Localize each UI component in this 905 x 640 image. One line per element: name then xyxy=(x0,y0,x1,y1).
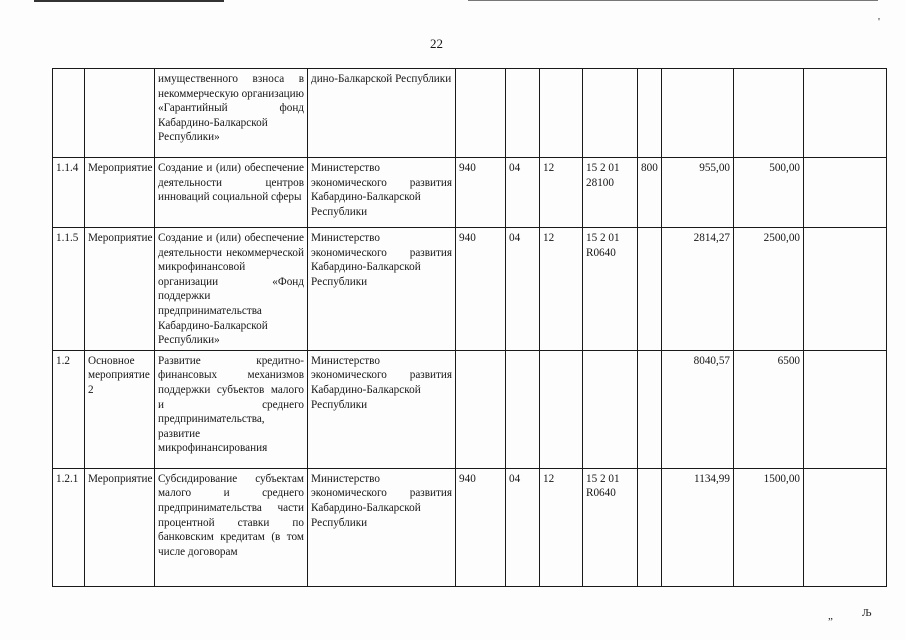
row-vr xyxy=(638,350,662,468)
row-rz: 04 xyxy=(506,468,540,586)
row-pr xyxy=(540,350,583,468)
row-id xyxy=(53,69,85,158)
row-rz xyxy=(506,69,540,158)
budget-table xyxy=(52,68,887,587)
row-description: имущественного взноса в некоммерческую организацию «Гарантийный фонд Кабардино-Балкарской Республики» xyxy=(155,69,308,158)
row-amount-2: 1500,00 xyxy=(734,468,804,586)
table-row xyxy=(53,228,887,351)
row-description: Создание и (или) обеспечение деятельности некоммерческой микрофинансовой организации «Фонд поддержки предпринимательства Кабардино-Балкарской Республики» xyxy=(155,228,308,351)
row-vr xyxy=(638,228,662,351)
row-description: Создание и (или) обеспечение деятельности центров инноваций социальной сферы xyxy=(155,158,308,228)
row-executor: дино-Балкарской Республики xyxy=(308,69,456,158)
row-extra xyxy=(804,350,887,468)
row-executor: Министерство экономического развития Кабардино-Балкарской Республики xyxy=(308,158,456,228)
scan-edge-line xyxy=(468,0,878,1)
row-extra xyxy=(804,69,887,158)
row-grbs: 940 xyxy=(456,158,506,228)
table-row xyxy=(53,350,887,468)
row-vr: 800 xyxy=(638,158,662,228)
row-amount-1: 8040,57 xyxy=(662,350,734,468)
row-id: 1.2 xyxy=(53,350,85,468)
table-row xyxy=(53,468,887,586)
row-type: Мероприятие xyxy=(85,468,155,586)
row-amount-1 xyxy=(662,69,734,158)
page-number: 22 xyxy=(430,36,443,51)
row-vr xyxy=(638,468,662,586)
row-id: 1.1.4 xyxy=(53,158,85,228)
row-description: Субсидирование субъектам малого и среднего предпринимательства части процентной ставки по банковским кредитам (в том числе договорам xyxy=(155,468,308,586)
table-row xyxy=(53,69,887,158)
row-type: Мероприятие xyxy=(85,228,155,351)
row-type: Основное мероприятие 2 xyxy=(85,350,155,468)
table-row xyxy=(53,158,887,228)
row-csr: 15 2 01 R0640 xyxy=(583,228,638,351)
row-csr: 15 2 01 28100 xyxy=(583,158,638,228)
row-pr: 12 xyxy=(540,468,583,586)
row-id: 1.2.1 xyxy=(53,468,85,586)
row-pr xyxy=(540,69,583,158)
row-rz xyxy=(506,350,540,468)
row-extra xyxy=(804,228,887,351)
row-executor: Министерство экономического развития Кабардино-Балкарской Республики xyxy=(308,350,456,468)
row-extra xyxy=(804,468,887,586)
row-pr: 12 xyxy=(540,228,583,351)
row-amount-1: 955,00 xyxy=(662,158,734,228)
row-amount-2 xyxy=(734,69,804,158)
row-type: Мероприятие xyxy=(85,158,155,228)
row-type xyxy=(85,69,155,158)
row-grbs xyxy=(456,350,506,468)
row-amount-2: 6500 xyxy=(734,350,804,468)
row-id: 1.1.5 xyxy=(53,228,85,351)
row-grbs: 940 xyxy=(456,228,506,351)
row-executor: Министерство экономического развития Кабардино-Балкарской Республики xyxy=(308,468,456,586)
row-csr: 15 2 01 R0640 xyxy=(583,468,638,586)
scan-mark: Љ xyxy=(862,607,872,619)
row-description: Развитие кредитно-финансовых механизмов поддержки субъектов малого и среднего предпринимательства, развитие микрофинансирования xyxy=(155,350,308,468)
row-extra xyxy=(804,158,887,228)
row-executor: Министерство экономического развития Кабардино-Балкарской Республики xyxy=(308,228,456,351)
row-vr xyxy=(638,69,662,158)
scan-mark: ' xyxy=(878,16,880,28)
row-rz: 04 xyxy=(506,158,540,228)
row-amount-1: 1134,99 xyxy=(662,468,734,586)
row-grbs xyxy=(456,69,506,158)
scan-edge-line xyxy=(34,0,224,2)
row-amount-2: 2500,00 xyxy=(734,228,804,351)
row-csr xyxy=(583,350,638,468)
row-pr: 12 xyxy=(540,158,583,228)
row-rz: 04 xyxy=(506,228,540,351)
row-csr xyxy=(583,69,638,158)
row-amount-2: 500,00 xyxy=(734,158,804,228)
row-grbs: 940 xyxy=(456,468,506,586)
scan-mark: „ xyxy=(828,610,833,622)
row-amount-1: 2814,27 xyxy=(662,228,734,351)
